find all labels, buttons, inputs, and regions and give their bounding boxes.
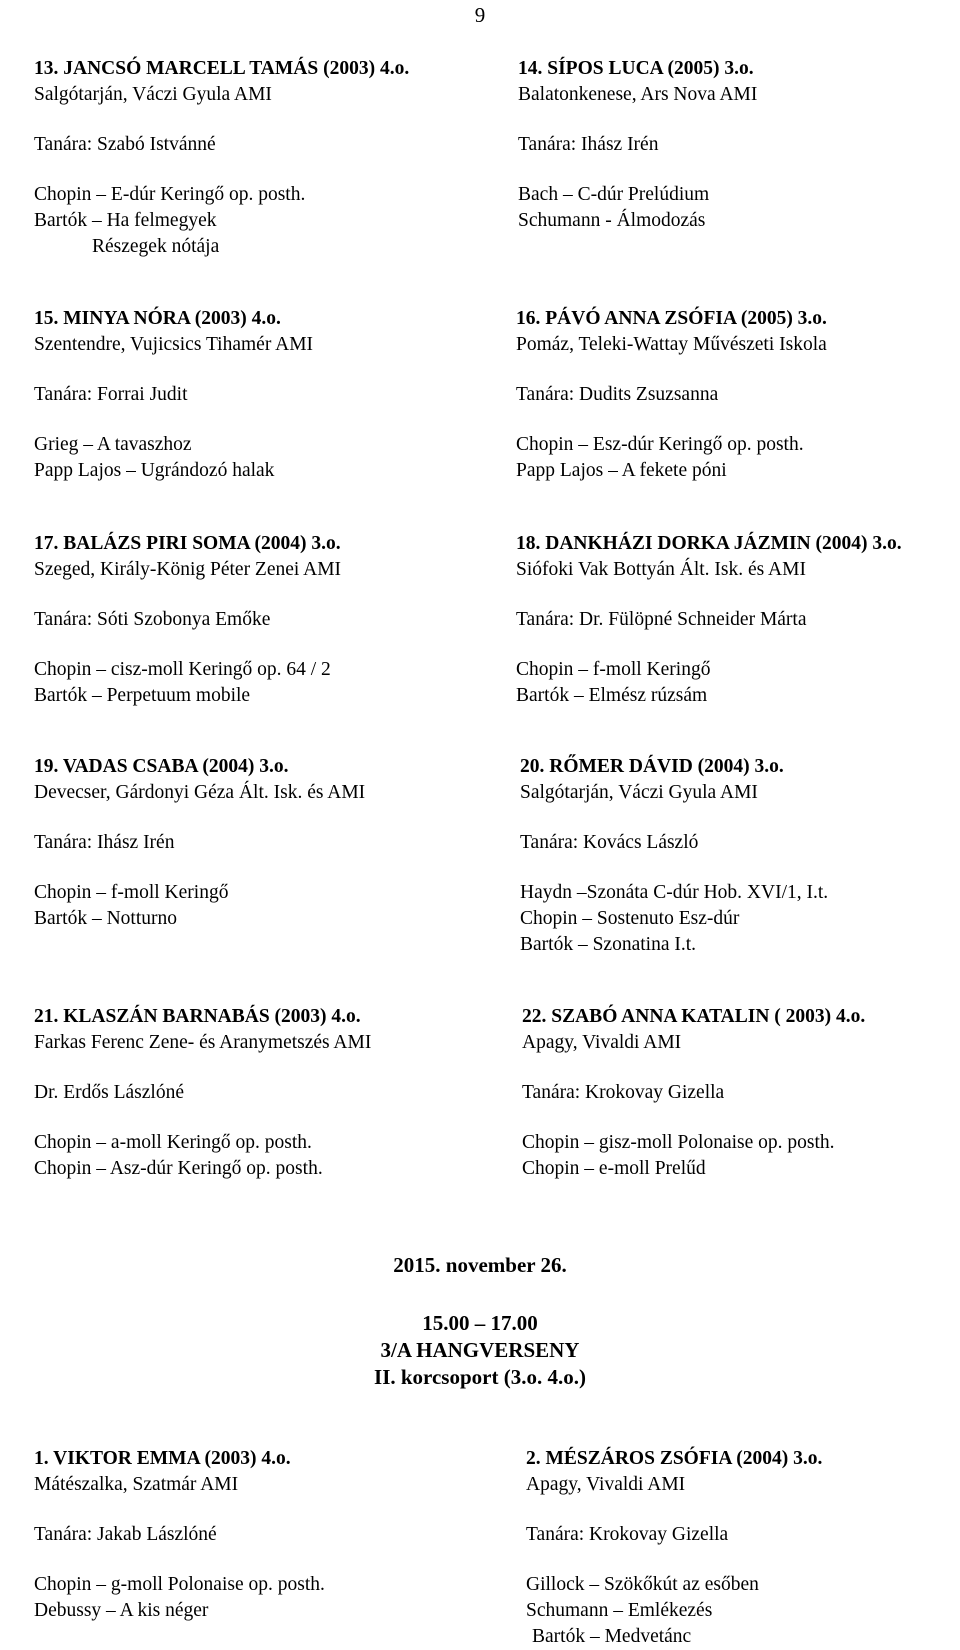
entry-piece: Bartók – Notturno	[34, 908, 177, 929]
entry	[34, 306, 484, 484]
entry	[34, 531, 484, 709]
entry-piece: Chopin – g-moll Polonaise op. posth.	[34, 1574, 325, 1595]
age-group: II. korcsoport (3.o. 4.o.)	[374, 1365, 586, 1389]
event-time: 15.00 – 17.00	[422, 1311, 538, 1335]
entry-title: 15. MINYA NÓRA (2003) 4.o.	[34, 308, 281, 329]
entry-piece: Chopin – Asz-dúr Keringő op. posth.	[34, 1158, 323, 1179]
entry-piece: Gillock – Szökőkút az esőben	[526, 1574, 759, 1595]
entry-teacher: Tanára: Forrai Judit	[34, 384, 188, 405]
entry-teacher: Tanára: Jakab Lászlóné	[34, 1524, 217, 1545]
entry-school: Devecser, Gárdonyi Géza Ált. Isk. és AMI	[34, 782, 366, 803]
entry-school: Salgótarján, Váczi Gyula AMI	[34, 84, 272, 105]
entry-title: 2. MÉSZÁROS ZSÓFIA (2004) 3.o.	[526, 1448, 823, 1469]
concert-title: 3/A HANGVERSENY	[380, 1338, 580, 1362]
entry-piece: Bartók – Szonatina I.t.	[520, 934, 697, 955]
entry-teacher: Tanára: Szabó Istvánné	[34, 134, 216, 155]
entry-school: Farkas Ferenc Zene- és Aranymetszés AMI	[34, 1032, 372, 1053]
entry-school: Salgótarján, Váczi Gyula AMI	[520, 782, 758, 803]
entry-piece: Bach – C-dúr Prelúdium	[518, 184, 710, 205]
entry	[34, 754, 484, 932]
entry	[518, 56, 960, 234]
entry-piece: Chopin – Sostenuto Esz-dúr	[520, 908, 740, 929]
entry-piece: Chopin – f-moll Keringő	[34, 882, 229, 903]
entry-piece: Bartók – Medvetánc	[532, 1626, 692, 1647]
entry-piece: Debussy – A kis néger	[34, 1600, 209, 1621]
entry-teacher: Tanára: Krokovay Gizella	[522, 1082, 725, 1103]
entry-piece: Részegek nótája	[92, 236, 220, 257]
entry	[34, 56, 484, 260]
entry-school: Apagy, Vivaldi AMI	[526, 1474, 686, 1495]
entry-teacher: Tanára: Kovács László	[520, 832, 699, 853]
event-details	[0, 1310, 960, 1391]
page-number: 9	[474, 3, 486, 27]
entry-teacher: Tanára: Krokovay Gizella	[526, 1524, 729, 1545]
entry-title: 19. VADAS CSABA (2004) 3.o.	[34, 756, 289, 777]
entry-piece: Chopin – E-dúr Keringő op. posth.	[34, 184, 306, 205]
entry-teacher: Dr. Erdős Lászlóné	[34, 1082, 185, 1103]
entry-title: 13. JANCSÓ MARCELL TAMÁS (2003) 4.o.	[34, 58, 410, 79]
entry	[34, 1446, 484, 1624]
entry-piece: Chopin – Esz-dúr Keringő op. posth.	[516, 434, 804, 455]
entry-title: 17. BALÁZS PIRI SOMA (2004) 3.o.	[34, 533, 341, 554]
entry-piece: Chopin – e-moll Prelűd	[522, 1158, 706, 1179]
entry-title: 1. VIKTOR EMMA (2003) 4.o.	[34, 1448, 291, 1469]
event-date: 2015. november 26.	[393, 1253, 567, 1277]
entry	[516, 306, 960, 484]
entry-school: Pomáz, Teleki-Wattay Művészeti Iskola	[516, 334, 827, 355]
entry-piece: Papp Lajos – A fekete póni	[516, 460, 727, 481]
entry-school: Szeged, Király-König Péter Zenei AMI	[34, 559, 342, 580]
entry-title: 18. DANKHÁZI DORKA JÁZMIN (2004) 3.o.	[516, 533, 902, 554]
entry-title: 16. PÁVÓ ANNA ZSÓFIA (2005) 3.o.	[516, 308, 827, 329]
entry-piece: Bartók – Ha felmegyek	[34, 210, 217, 231]
entry-teacher: Tanára: Dr. Fülöpné Schneider Márta	[516, 609, 807, 630]
entry-school: Balatonkenese, Ars Nova AMI	[518, 84, 758, 105]
entry-piece: Haydn –Szonáta C-dúr Hob. XVI/1, I.t.	[520, 882, 829, 903]
entry-school: Mátészalka, Szatmár AMI	[34, 1474, 239, 1495]
entry-school: Apagy, Vivaldi AMI	[522, 1032, 682, 1053]
entry-piece: Chopin – a-moll Keringő op. posth.	[34, 1132, 312, 1153]
entry	[522, 1004, 960, 1182]
entry	[34, 1004, 484, 1182]
entry-piece: Chopin – f-moll Keringő	[516, 659, 711, 680]
entry-piece: Papp Lajos – Ugrándozó halak	[34, 460, 275, 481]
entry-school: Szentendre, Vujicsics Tihamér AMI	[34, 334, 314, 355]
entry-title: 14. SÍPOS LUCA (2005) 3.o.	[518, 58, 754, 79]
entry-piece: Schumann - Álmodozás	[518, 210, 706, 231]
entry	[516, 531, 960, 709]
entry-piece: Bartók – Perpetuum mobile	[34, 685, 251, 706]
entry	[526, 1446, 960, 1650]
entry-title: 22. SZABÓ ANNA KATALIN ( 2003) 4.o.	[522, 1006, 866, 1027]
entry-piece: Schumann – Emlékezés	[526, 1600, 713, 1621]
entry-piece: Chopin – cisz-moll Keringő op. 64 / 2	[34, 659, 331, 680]
entry-school: Siófoki Vak Bottyán Ált. Isk. és AMI	[516, 559, 806, 580]
entry	[520, 754, 960, 958]
entry-piece: Chopin – gisz-moll Polonaise op. posth.	[522, 1132, 835, 1153]
entry-teacher: Tanára: Ihász Irén	[518, 134, 659, 155]
entry-piece: Grieg – A tavaszhoz	[34, 434, 192, 455]
entry-title: 20. RŐMER DÁVID (2004) 3.o.	[520, 756, 784, 777]
entry-teacher: Tanára: Ihász Irén	[34, 832, 175, 853]
entry-title: 21. KLASZÁN BARNABÁS (2003) 4.o.	[34, 1006, 361, 1027]
entry-teacher: Tanára: Dudits Zsuzsanna	[516, 384, 719, 405]
entry-piece: Bartók – Elmész rúzsám	[516, 685, 708, 706]
entry-teacher: Tanára: Sóti Szobonya Emőke	[34, 609, 271, 630]
